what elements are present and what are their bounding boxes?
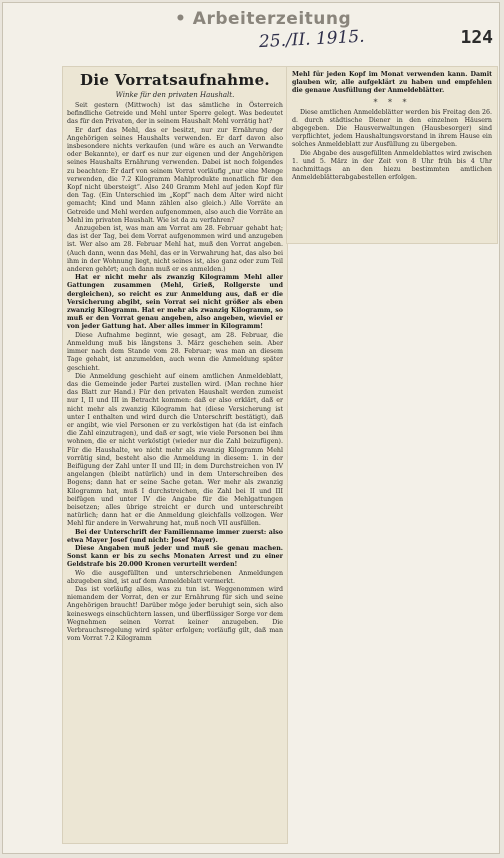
article-subtitle: Winke für den privaten Haushalt. [115,91,235,99]
continuation-paragraph: Diese amtlichen Anmeldeblätter werden bis Freitag den 26. d. durch städtische Diener in den einzelnen Häusern abgegeben. Die Hausverwaltungen (Hausbesorger) sind verpflichtet, jedem Haushaltungsvorstand in ihrem Hause ein solches Anmeldeblatt zur Ausfüllung zu übergeben. [292,108,492,149]
handwritten-date: 25./II. 1915. [258,26,366,53]
article-paragraph: Die Anmeldung geschieht auf einem amtlichen Anmeldeblatt, das die Gemeinde jeder Partei zustellen wird. (Man rechne hier das Blatt zur Hand.) Für den privaten Haushalt werden zumeist nur I, II und III in Betracht kommen: daß er also erklärt, daß er nicht mehr als zwanzig Kilogramm hat (diese Versicherung ist unter I enthalten und wird durch die Unterschrift bestätigt), daß er angibt, wie viel Personen er zu verköstigen hat (da ist einfach die Zahl einzutragen), und daß er sagt, wie viele Personen bei ihm wohnen, die er nicht verköstigt (wieder nur die Zahl beizufügen). Für die Haushalte, wo nicht mehr als zwanzig Kilogramm Mehl vorrätig sind, besteht also die Anmeldung in diesem: 1. in der Beifügung der Zahl unter II und III; in dem Durchstreichen von IV angelangen (bleibt natürlich) und in dem Unterschreiben des Bogens; dann hat er seine Sache getan. Wer mehr als zwanzig Kilogramm hat, muß I durchstreichen, die Zahl bei II und III beifügen und unter IV die Angabe für die Mehlgattungen beisetzen; alles übrige streicht er durch und unterschreibt natürlich; dann hat er die Anmeldung gleichfalls vollzogen. Wer Mehl für andere in Verwahrung hat, muß noch VII ausfüllen. [67,372,283,528]
page-number: 124 [460,27,493,48]
continuation-lead: Mehl für jeden Kopf im Monat verwenden kann. Damit glauben wir, alle aufgeklärt zu haben und empfehlen die genaue Ausfüllung der Anmeldeblätter. [292,71,492,95]
article-title: Die Vorratsaufnahme. [80,71,270,89]
section-divider-stars: * * * [373,97,411,107]
archive-sheet [2,2,500,854]
article-paragraph: Diese Aufnahme beginnt, wie gesagt, am 28. Februar, die Anmeldung muß bis längstens 3. März geschehen sein. Aber immer nach dem Stande vom 28. Februar; was man an diesem Tage gehabt, ist anzumelden, auch wenn die Anmeldung später geschieht. [67,331,283,372]
article-column-continuation [287,67,497,243]
article-column-main [63,67,287,843]
article-paragraph-emphasis: Bei der Unterschrift der Familienname immer zuerst: also etwa Mayer Josef (und nicht: Josef Mayer). [67,528,283,544]
masthead-text: Arbeiterzeitung [192,9,352,29]
continuation-paragraph: Die Abgabe des ausgefüllten Anmeldeblattes wird zwischen 1. und 5. März in der Zeit von 8 Uhr früh bis 4 Uhr nachmittags an den hiezu bestimmten amtlichen Anmeldeblätterabgabestellen erfolgen. [292,149,492,182]
article-paragraph: Seit gestern (Mittwoch) ist das sämtliche in Österreich befindliche Getreide und Mehl unter Sperre gelegt. Was bedeutet das für den Privaten, der in seinem Haushalt Mehl vorrätig hat? [67,102,283,126]
masthead-bullet: • [175,9,193,29]
article-paragraph: Das ist vorläufig alles, was zu tun ist. Weggenommen wird niemandem der Vorrat, den er zur Ernährung für sich und seine Angehörigen braucht! Darüber möge jeder beruhigt sein, sich also keineswegs einschüchtern lassen, und überflüssiger Sorge vor dem Wegnehmen seinen Vorrat keiner anzugeben. Die Verbrauchsregelung wird später erfolgen; vorläufig gilt, daß man vom Vorrat 7.2 Kilogramm [67,585,283,643]
article-paragraph: Anzugeben ist, was man am Vorrat am 28. Februar gehabt hat; das ist der Tag, bei dem Vorrat aufgenommen wird und anzugeben ist. Wer also am 28. Februar Mehl hat, muß den Vorrat angeben. (Auch dann, wenn das Mehl, das er in Verwahrung hat, das also bei ihm in der Wohnung liegt, nicht seines ist, also ganz oder zum Teil anderen gehört; auch dann muß er es anmelden.) [67,225,283,274]
article-paragraph-emphasis: Diese Angaben muß jeder und muß sie genau machen. Sonst kann er bis zu sechs Monaten Arrest und zu einer Geldstrafe bis 20.000 Kronen verurteilt werden! [67,544,283,569]
article-paragraph: Wo die ausgefüllten und unterschriebenen Anmeldungen abzugeben sind, ist auf dem Anmeldeblatt vermerkt. [67,569,283,585]
article-paragraph-emphasis: Hat er nicht mehr als zwanzig Kilogramm Mehl aller Gattungen zusammen (Mehl, Grieß, Rollgerste und dergleichen), so reicht es zur Anmeldung aus, daß er die Versicherung abgibt, sein Vorrat sei nicht größer als eben zwanzig Kilogramm. Hat er mehr als zwanzig Kilogramm, so muß er den Vorrat genau angeben, also angeben, wieviel er von jeder Gattung hat. Aber alles immer in Kilogramm! [67,274,283,331]
article-paragraph: Er darf das Mehl, das er besitzt, nur zur Ernährung der Angehörigen seines Haushalts verwenden. Er darf davon also insbesondere nichts verkaufen (und wäre es auch an Verwandte oder Bekannte), er darf es nur zur eigenen und der Angehörigen seines Haushalts Ernährung verwenden. Dabei ist noch folgendes zu beachten: Er darf von seinem Vorrat vorläufig „nur eine Menge verwenden, die 7.2 Kilogramm Mahlprodukte monatlich für den Kopf nicht übersteigt“. Also 240 Gramm Mehl auf jeden Kopf für den Tag. (Ein Unterschied im „Kopf“ nach dem Alter wird nicht gemacht; Kind und Mann zählen also gleich.) Alle Vorräte an Getreide und Mehl werden aufgenommen, also auch die Vorräte an Mehl im privaten Haushalt. Wie ist da zu verfahren? [67,126,283,224]
article-body [67,102,283,643]
